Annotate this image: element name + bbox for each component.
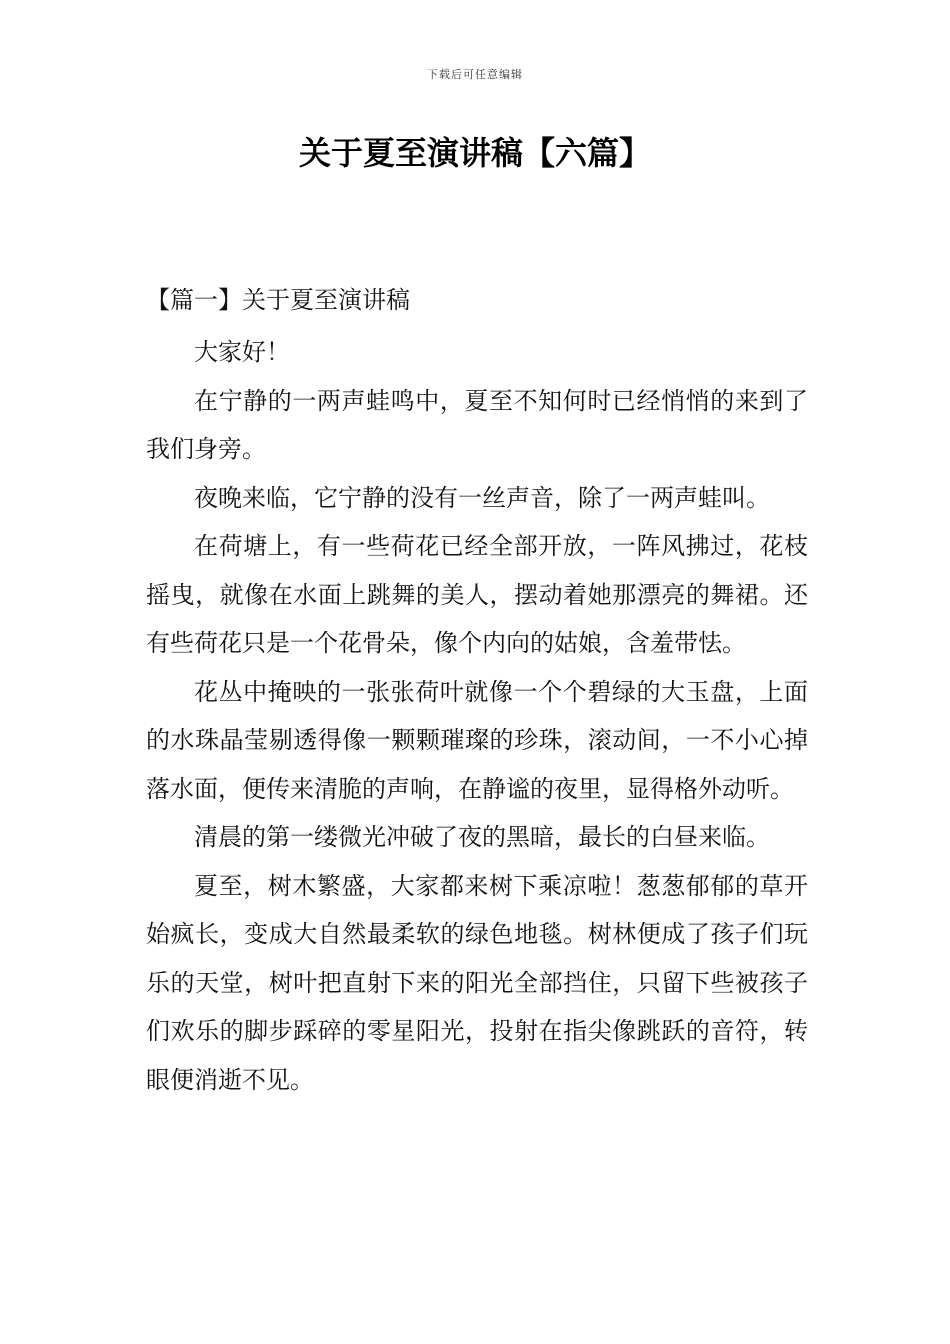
header-note: 下载后可任意编辑 xyxy=(427,68,523,81)
paragraph: 花丛中掩映的一张张荷叶就像一个个碧绿的大玉盘，上面的水珠晶莹剔透得像一颗颗璀璨的珍珠，滚动间，一不小心掉落水面，便传来清脆的声响，在静谧的夜里，显得格外动听。 xyxy=(146,677,808,803)
section-heading: 【篇一】关于夏至演讲稿 xyxy=(146,286,410,314)
paragraph: 夜晚来临，它宁静的没有一丝声音，除了一两声蛙叫。 xyxy=(194,483,770,512)
paragraph: 在荷塘上，有一些荷花已经全部开放，一阵风拂过，花枝摇曳，就像在水面上跳舞的美人，摆动着她那漂亮的舞裙。还有些荷花只是一个花骨朵，像个内向的姑娘，含羞带怯。 xyxy=(146,532,808,657)
document-body xyxy=(146,328,808,1104)
paragraph: 夏至，树木繁盛，大家都来树下乘凉啦！葱葱郁郁的草开始疯长，变成大自然最柔软的绿色地毯。树林便成了孩子们玩乐的天堂，树叶把直射下来的阳光全部挡住，只留下些被孩子们欢乐的脚步踩碎的零星阳光，投射在指尖像跳跃的音符，转眼便消逝不见。 xyxy=(146,871,808,1094)
paragraph: 清晨的第一缕微光冲破了夜的黑暗，最长的白昼来临。 xyxy=(194,823,770,851)
document-title: 关于夏至演讲稿【六篇】 xyxy=(298,134,651,172)
paragraph: 在宁静的一两声蛙鸣中，夏至不知何时已经悄悄的来到了我们身旁。 xyxy=(146,386,808,463)
paragraph: 大家好！ xyxy=(194,338,290,366)
